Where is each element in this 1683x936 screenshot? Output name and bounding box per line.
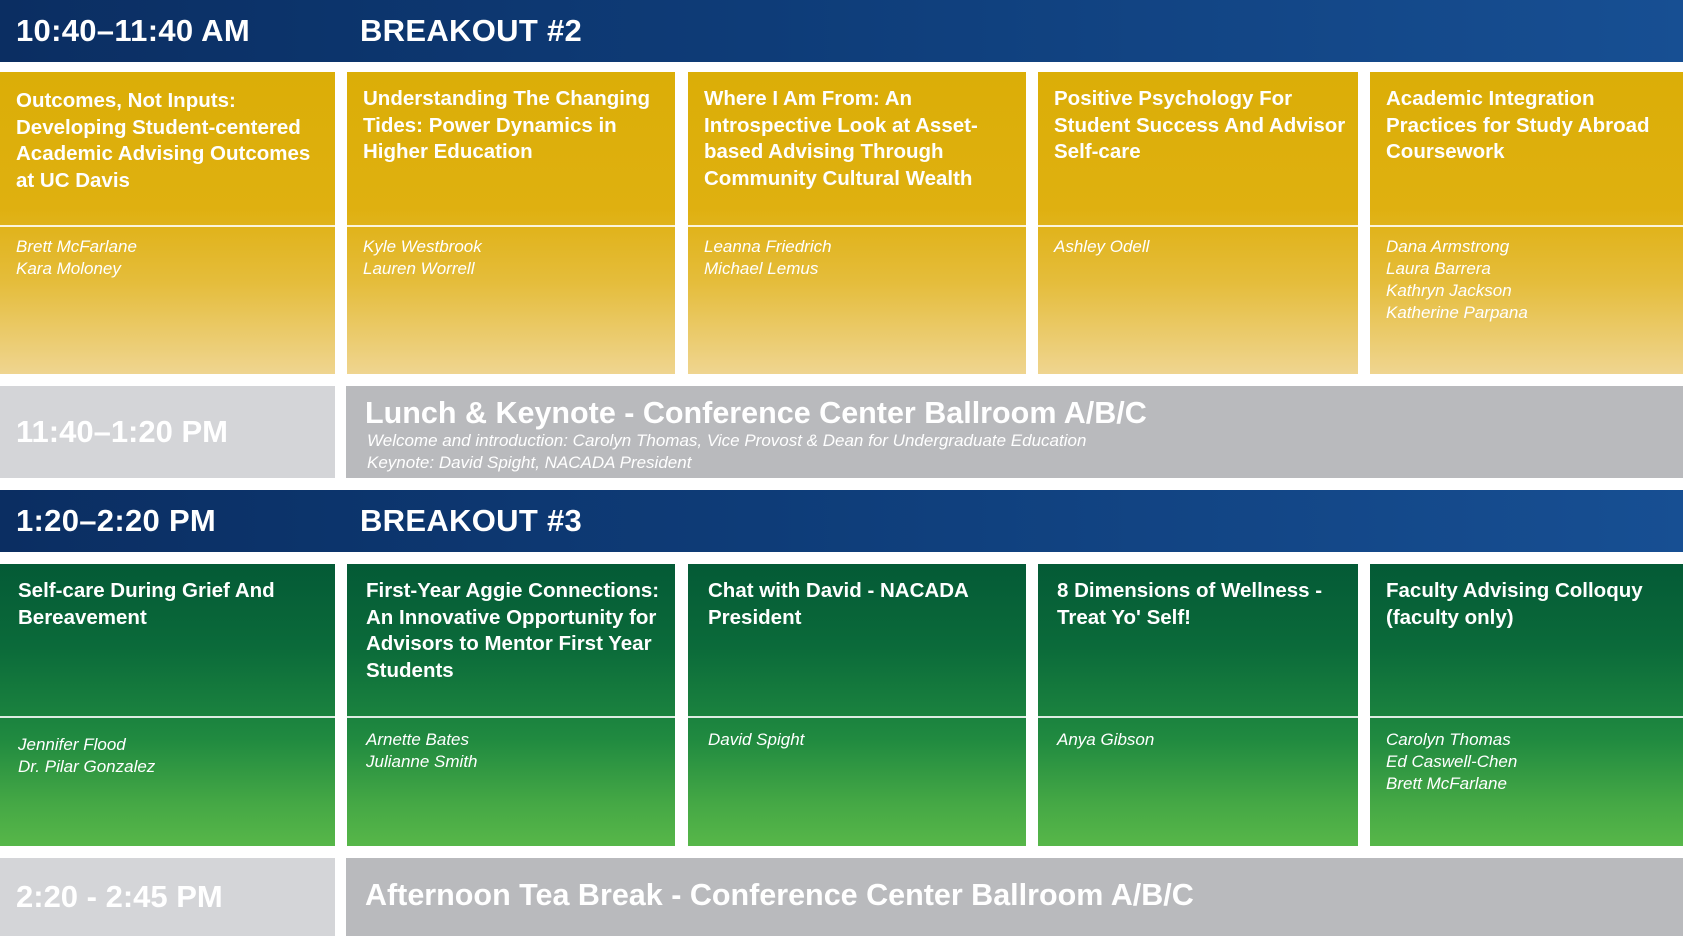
presenter-name: Arnette Bates <box>366 730 470 749</box>
breakout3-time: 1:20–2:20 PM <box>16 503 217 538</box>
breakout2-session-2 <box>347 72 675 374</box>
lunch-time: 11:40–1:20 PM <box>0 386 335 478</box>
presenter-name: Kathryn Jackson <box>1386 281 1512 300</box>
session-presenters <box>18 734 327 778</box>
session-divider <box>1370 716 1683 718</box>
session-title: Chat with David - NACADA President <box>708 579 969 629</box>
session-presenters <box>704 236 1018 280</box>
breakout2-label: BREAKOUT #2 <box>360 13 583 48</box>
presenter-name: Brett McFarlane <box>1386 774 1507 793</box>
lunch-title: Lunch & Keynote - Conference Center Ballroom A/B/C <box>365 396 1147 430</box>
session-divider <box>347 716 675 718</box>
breakout2-session-5 <box>1370 72 1683 374</box>
session-divider <box>688 225 1026 227</box>
session-title: Where I Am From: An Introspective Look at Asset-based Advising Through Community Cultural Wealth <box>704 87 978 190</box>
breakout3-session-3 <box>688 564 1026 846</box>
breakout3-session-2 <box>347 564 675 846</box>
breakout2-session-3 <box>688 72 1026 374</box>
session-title: Faculty Advising Colloquy (faculty only) <box>1386 579 1643 629</box>
session-title: First-Year Aggie Connections: An Innovative Opportunity for Advisors to Mentor First Year Students <box>366 579 660 682</box>
session-divider <box>347 225 675 227</box>
session-divider <box>1038 716 1358 718</box>
session-presenters <box>708 729 1018 751</box>
session-title: Outcomes, Not Inputs: Developing Student-centered Academic Advising Outcomes at UC Davis <box>16 89 311 192</box>
tea-title: Afternoon Tea Break - Conference Center Ballroom A/B/C <box>365 878 1194 912</box>
breakout3-session-4 <box>1038 564 1358 846</box>
lunch-welcome: Welcome and introduction: Carolyn Thomas, Vice Provost & Dean for Undergraduate Education <box>367 431 1087 450</box>
breakout3-session-1 <box>0 564 335 846</box>
presenter-name: Julianne Smith <box>366 752 478 771</box>
session-divider <box>0 225 335 227</box>
presenter-name: Jennifer Flood <box>18 735 126 754</box>
session-divider <box>1370 225 1683 227</box>
presenter-name: Michael Lemus <box>704 259 819 278</box>
breakout2-session-1 <box>0 72 335 374</box>
session-presenters <box>366 729 667 773</box>
presenter-name: Leanna Friedrich <box>704 237 832 256</box>
breakout3-header <box>0 490 1683 552</box>
presenter-name: Ashley Odell <box>1054 237 1150 256</box>
breakout3-session-5 <box>1370 564 1683 846</box>
presenter-name: Anya Gibson <box>1057 730 1155 749</box>
presenter-name: Dana Armstrong <box>1386 237 1510 256</box>
session-presenters <box>16 236 327 280</box>
session-presenters <box>363 236 667 280</box>
presenter-name: Carolyn Thomas <box>1386 730 1511 749</box>
tea-time: 2:20 - 2:45 PM <box>0 858 335 936</box>
presenter-name: Ed Caswell-Chen <box>1386 752 1518 771</box>
presenter-name: Lauren Worrell <box>363 259 475 278</box>
breakout3-label: BREAKOUT #3 <box>360 503 583 538</box>
presenter-name: Kyle Westbrook <box>363 237 482 256</box>
session-presenters <box>1054 236 1350 258</box>
presenter-name: David Spight <box>708 730 805 749</box>
breakout2-session-4 <box>1038 72 1358 374</box>
session-divider <box>1038 225 1358 227</box>
presenter-name: Katherine Parpana <box>1386 303 1528 322</box>
breakout2-header <box>0 0 1683 62</box>
presenter-name: Brett McFarlane <box>16 237 137 256</box>
session-title: Self-care During Grief And Bereavement <box>18 579 275 629</box>
session-title: Understanding The Changing Tides: Power Dynamics in Higher Education <box>363 87 650 163</box>
tea-block <box>346 858 1683 936</box>
breakout2-time: 10:40–11:40 AM <box>16 13 250 48</box>
session-title: Academic Integration Practices for Study Abroad Coursework <box>1386 87 1650 163</box>
presenter-name: Dr. Pilar Gonzalez <box>18 757 156 776</box>
session-title: 8 Dimensions of Wellness - Treat Yo' Self! <box>1057 579 1323 629</box>
session-presenters <box>1386 729 1675 795</box>
lunch-block <box>346 386 1683 478</box>
session-divider <box>0 716 335 718</box>
session-presenters <box>1386 236 1675 324</box>
presenter-name: Laura Barrera <box>1386 259 1491 278</box>
session-title: Positive Psychology For Student Success And Advisor Self-care <box>1054 87 1346 163</box>
session-divider <box>688 716 1026 718</box>
presenter-name: Kara Moloney <box>16 259 121 278</box>
lunch-keynote: Keynote: David Spight, NACADA President <box>367 453 692 472</box>
session-presenters <box>1057 729 1350 751</box>
